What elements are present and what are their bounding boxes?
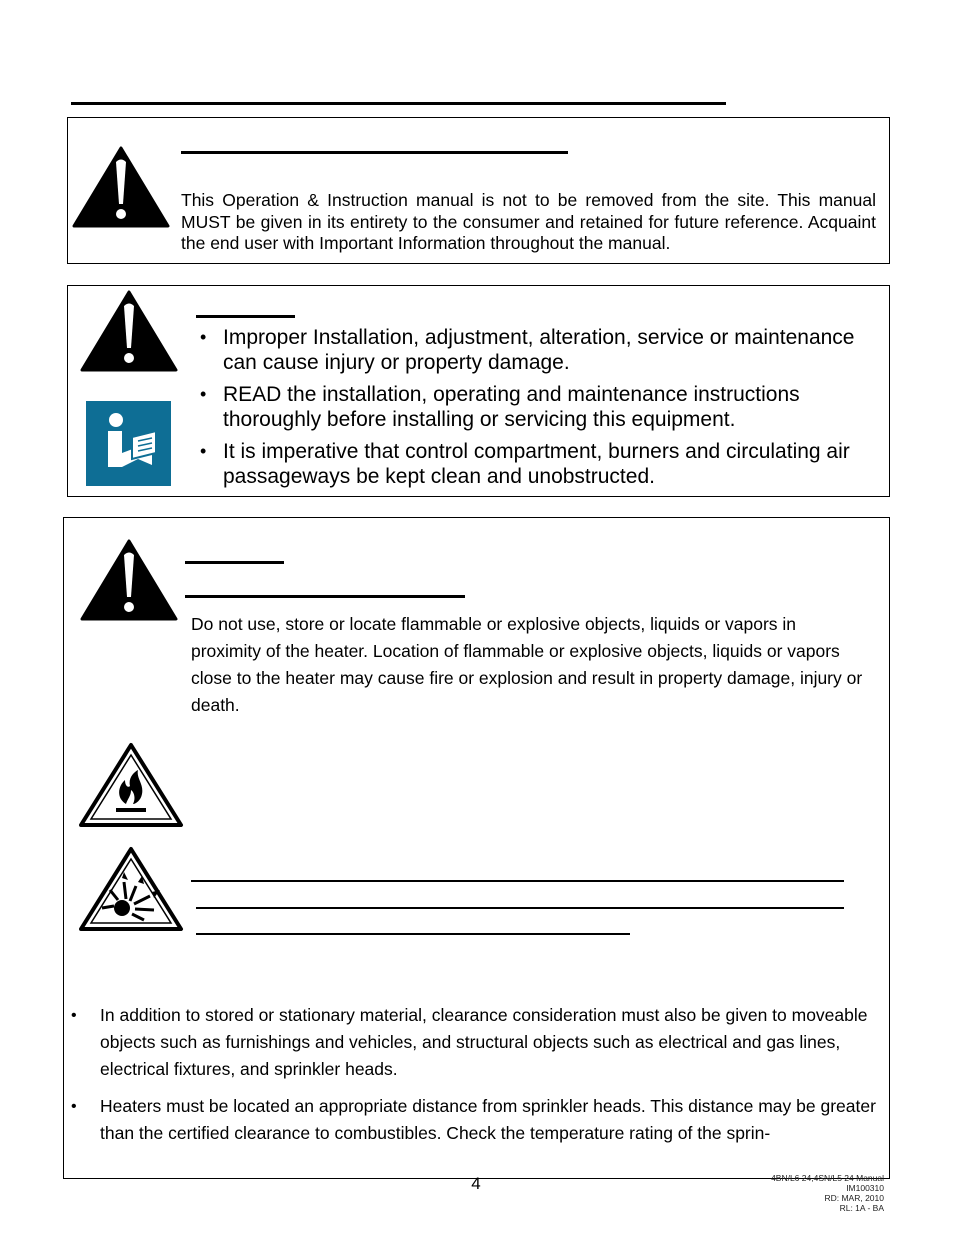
exclamation-warning-icon [80,290,178,372]
read-manual-icon [86,401,171,486]
document-code-line: 4BN/L6 24,4SN/L5 24 Manual [771,1173,884,1183]
document-id: IM100310 [846,1183,884,1193]
fire-caution-rule-3 [196,933,630,935]
flammable-icon [78,742,184,828]
fire-warning-text: Do not use, store or locate flammable or explosive objects, liquids or vapors in proximity of the heater. Location of flammable or explosive objects, liquids or vapors close to the heater may cause fire or explosion and result in property damage, injury or death. [191,614,863,715]
clearance-list [64,1002,884,1157]
fire-heading-rule-1 [185,561,284,564]
warning-heading-rule [196,315,295,318]
page-number: 4 [471,1174,481,1193]
fire-caution-rule-2 [196,907,844,909]
revision-date: RD: MAR, 2010 [824,1193,884,1203]
list-item: • Improper Installation, adjustment, alteration, service or maintenance can cause injury or property damage. [195,325,885,375]
fire-caution-rule-1 [191,880,844,882]
fire-heading-rule-2 [185,595,465,598]
list-item: • It is imperative that control compartment, burners and circulating air passageways be kept clean and unobstructed. [195,439,885,489]
important-heading-rule [181,151,568,154]
exclamation-warning-icon [80,539,178,621]
release-code: RL: 1A - BA [839,1203,884,1213]
installation-warning-list [195,325,885,496]
explosive-icon [78,846,184,932]
section-heading-rule [71,102,726,105]
exclamation-warning-icon [72,146,170,228]
list-item: • In addition to stored or stationary material, clearance consideration must also be given to moveable objects such as furnishings and vehicles, and structural objects such as electrical and gas lines, electrical fixtures, and sprinkler heads. [64,1002,884,1083]
document-code [700,1173,884,1213]
list-item: • READ the installation, operating and maintenance instructions thoroughly before installing or servicing this equipment. [195,382,885,432]
important-body-text: This Operation & Instruction manual is not to be removed from the site. This manual MUST be given in its entirety to the consumer and retained for future reference. Acquaint the end user with Important Information throughout the manual. [181,190,876,253]
list-item: • Heaters must be located an appropriate distance from sprinkler heads. This distance may be greater than the certified clearance to combustibles. Check the temperature rating of the sprin- [64,1093,884,1147]
